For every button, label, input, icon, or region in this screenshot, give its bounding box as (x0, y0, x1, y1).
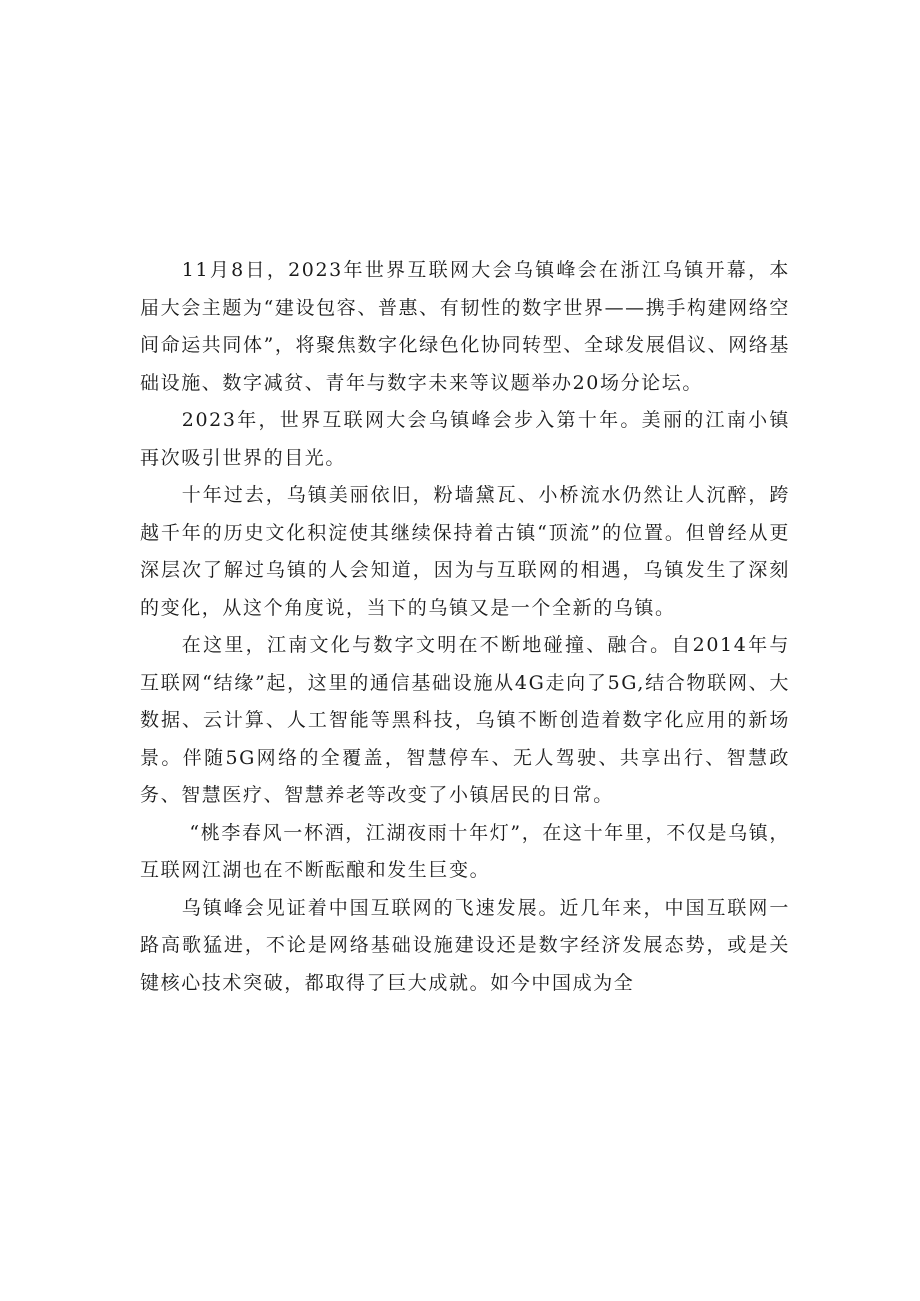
document-body (140, 252, 790, 1002)
paragraph-1: 11月8日，2023年世界互联网大会乌镇峰会在浙江乌镇开幕，本届大会主题为“建设包容、普惠、有韧性的数字世界——携手构建网络空间命运共同体”，将聚焦数字化绿色化协同转型、全球发展倡议、网络基础设施、数字减贫、青年与数字未来等议题举办20场分论坛。 (140, 259, 790, 394)
paragraph-3: 十年过去，乌镇美丽依旧，粉墙黛瓦、小桥流水仍然让人沉醉，跨越千年的历史文化积淀使其继续保持着古镇“顶流”的位置。但曾经从更深层次了解过乌镇的人会知道，因为与互联网的相遇，乌镇发生了深刻的变化，从这个角度说，当下的乌镇又是一个全新的乌镇。 (140, 484, 790, 619)
paragraph-4: 在这里，江南文化与数字文明在不断地碰撞、融合。自2014年与互联网“结缘”起，这里的通信基础设施从4G走向了5G,结合物联网、大数据、云计算、人工智能等黑科技，乌镇不断创造着数字化应用的新场景。伴随5G网络的全覆盖，智慧停车、无人驾驶、共享出行、智慧政务、智慧医疗、智慧养老等改变了小镇居民的日常。 (140, 634, 790, 806)
paragraph-5: “桃李春风一杯酒，江湖夜雨十年灯”，在这十年里，不仅是乌镇，互联网江湖也在不断酝酿和发生巨变。 (140, 821, 790, 881)
paragraph-6: 乌镇峰会见证着中国互联网的飞速发展。近几年来，中国互联网一路高歌猛进，不论是网络基础设施建设还是数字经济发展态势，或是关键核心技术突破，都取得了巨大成就。如今中国成为全 (140, 896, 790, 994)
paragraph-2: 2023年，世界互联网大会乌镇峰会步入第十年。美丽的江南小镇再次吸引世界的目光。 (140, 409, 790, 469)
